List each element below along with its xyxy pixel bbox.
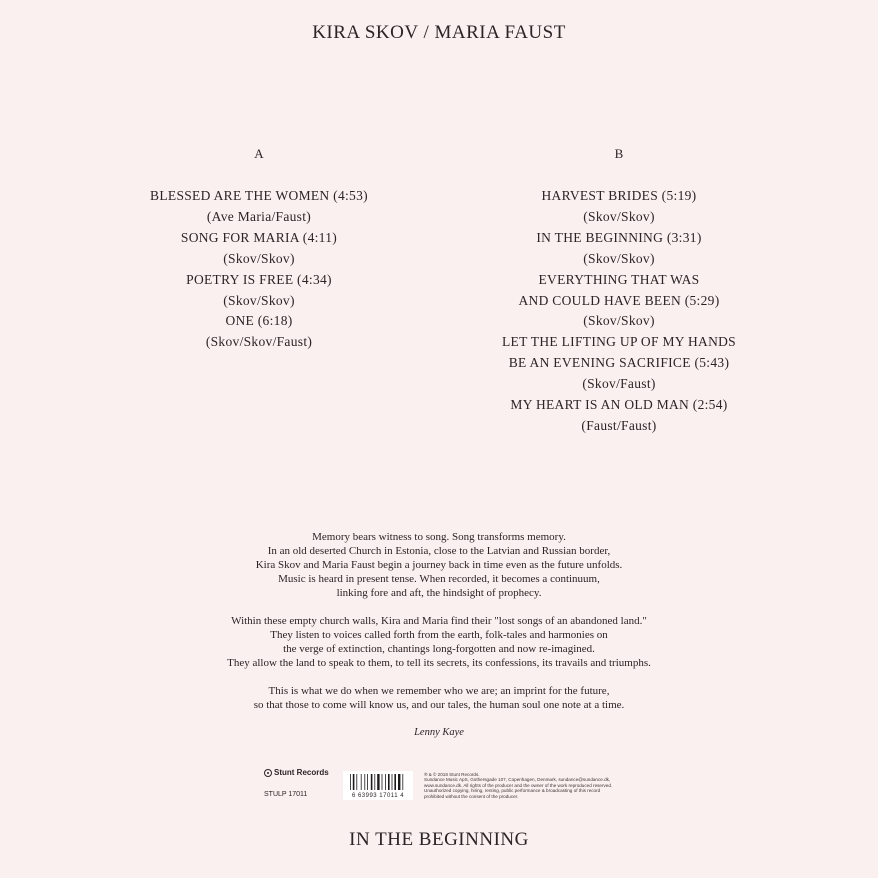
side-a-tracks	[109, 186, 409, 353]
liner-paragraph	[0, 530, 878, 600]
legal-line: prohibited without the consent of the producer.	[424, 793, 519, 799]
catalog-number: STULP 17011	[264, 791, 308, 798]
track-line: (Skov/Skov/Faust)	[205, 334, 313, 350]
barcode	[343, 771, 413, 800]
track-line: (Skov/Skov)	[583, 250, 655, 266]
barcode-number: 6 63993 17011 4	[351, 793, 405, 799]
side-b-tracks	[469, 186, 769, 437]
legal-line: Sundance Music ApS, Gothersgade 107, Copenhagen, Denmark, sundance@sundance.dk,	[424, 777, 611, 783]
track-line: BE AN EVENING SACRIFICE (5:43)	[508, 355, 730, 371]
liner-line: Kira Skov and Maria Faust begin a journey back in time even as the future unfolds.	[255, 559, 623, 571]
liner-line: They allow the land to speak to them, to tell its secrets, its confessions, its travails and triumphs.	[227, 657, 651, 669]
track-line: AND COULD HAVE BEEN (5:29)	[518, 292, 720, 308]
label-name: Stunt Records	[274, 768, 329, 777]
track-line: IN THE BEGINNING (3:31)	[536, 229, 702, 245]
track-line: (Ave Maria/Faust)	[206, 208, 312, 224]
side-b-tracklist	[469, 146, 769, 437]
track-line: (Skov/Skov)	[223, 292, 295, 308]
liner-paragraph	[0, 614, 878, 670]
stunt-records-logo	[264, 768, 329, 777]
liner-line: Music is heard in present tense. When recorded, it becomes a continuum,	[278, 573, 600, 585]
track-line: LET THE LIFTING UP OF MY HANDS	[501, 334, 736, 350]
liner-paragraph	[0, 684, 878, 712]
track-line: MY HEART IS AN OLD MAN (2:54)	[510, 397, 728, 413]
liner-line: Memory bears witness to song. Song transforms memory.	[312, 531, 566, 543]
liner-notes	[0, 530, 878, 754]
stunt-records-icon	[264, 769, 272, 777]
artist-title: KIRA SKOV / MARIA FAUST	[312, 22, 566, 43]
side-a-letter: A	[254, 146, 264, 161]
track-line: EVERYTHING THAT WAS	[538, 271, 700, 287]
track-line: (Skov/Skov)	[583, 313, 655, 329]
legal-line: ℗ & © 2018 Stunt Records.	[424, 772, 480, 777]
legal-line: www.sundance.dk. All rights of the producer and the owner of the work reproduced reserved.	[424, 782, 613, 788]
track-line: (Skov/Skov)	[223, 250, 295, 266]
legal-text	[424, 772, 624, 799]
liner-line: so that those to come will know us, and our tales, the human soul one note at a time.	[253, 699, 625, 711]
track-line: (Skov/Faust)	[582, 376, 656, 392]
track-line: SONG FOR MARIA (4:11)	[180, 229, 338, 245]
track-line: HARVEST BRIDES (5:19)	[541, 188, 697, 203]
side-a-tracklist	[109, 146, 409, 353]
legal-line: Unauthorized copying, hiring, renting, public performance & broadcasting of this record	[424, 788, 601, 794]
liner-line: Within these empty church walls, Kira and Maria find their "lost songs of an abandoned land."	[231, 615, 647, 627]
barcode-icon	[350, 774, 406, 790]
album-title: IN THE BEGINNING	[349, 829, 529, 850]
track-line: POETRY IS FREE (4:34)	[186, 271, 332, 287]
liner-line: In an old deserted Church in Estonia, close to the Latvian and Russian border,	[267, 545, 611, 557]
side-b-letter: B	[614, 146, 624, 161]
track-line: ONE (6:18)	[225, 313, 293, 329]
liner-credit: Lenny Kaye	[414, 727, 464, 738]
liner-line: They listen to voices called forth from the earth, folk-tales and harmonies on	[270, 629, 608, 641]
liner-line: linking fore and aft, the hindsight of prophecy.	[336, 587, 542, 599]
track-line: (Skov/Skov)	[583, 208, 655, 224]
liner-line: the verge of extinction, chantings long-forgotten and now re-imagined.	[283, 643, 595, 655]
liner-line: This is what we do when we remember who we are; an imprint for the future,	[268, 685, 610, 697]
track-line: (Faust/Faust)	[581, 417, 657, 433]
track-line: BLESSED ARE THE WOMEN (4:53)	[150, 188, 368, 203]
